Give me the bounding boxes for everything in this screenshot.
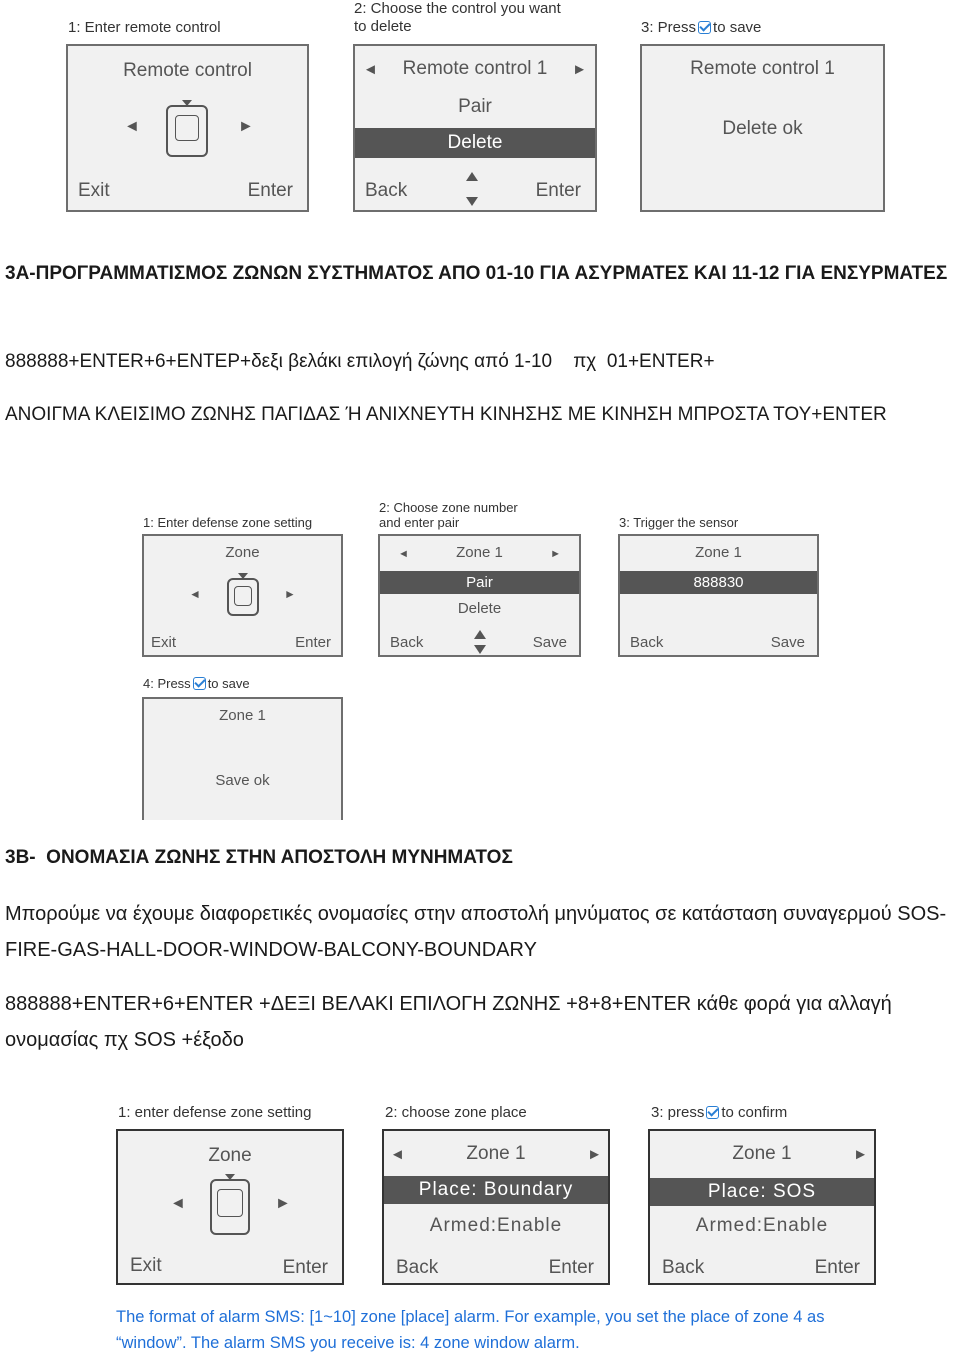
step4-caption-pre: 4: Press [143,676,191,691]
arrow-right-icon[interactable]: ► [587,1146,602,1163]
softkey-exit[interactable]: Exit [130,1255,162,1276]
screen-zone-place-boundary [382,1129,610,1285]
check-icon [193,677,206,690]
sensor-code: 888830 [620,571,817,594]
arrow-right-icon[interactable]: ► [853,1146,868,1163]
softkey-save[interactable]: Save [770,634,805,651]
place-selected[interactable]: Place: SOS [650,1178,874,1206]
section-3b-para1: Μπορούμε να έχουμε διαφορετικές ονομασίες στην αποστολή μηνύματος σε κατάσταση συναγερμού SOS-FIRE-GAS-HALL-DOOR-WINDOW-BALCONY-BOUNDARY [5,903,947,961]
section-3a-line1: 888888+ENTER+6+ENTEP+δεξι βελάκι επιλογή ζώνης από 1-10 πχ 01+ENTER+ [5,351,715,372]
step4-caption [143,676,250,691]
screen-title: Zone 1 [466,1143,526,1164]
step4-caption-post: to save [207,676,250,691]
screen-title: Zone 1 [732,1143,792,1164]
softkey-back[interactable]: Back [365,180,408,201]
status-message: Save ok [215,772,270,789]
screen-title: Zone [208,1145,252,1166]
softkey-enter[interactable]: Enter [282,1257,328,1278]
menu-item-delete[interactable]: Delete [457,600,502,617]
softkey-enter[interactable]: Enter [548,1257,594,1278]
arrow-left-icon[interactable]: ◄ [189,587,201,601]
screen-title: Remote control 1 [690,58,835,79]
arrow-left-icon[interactable]: ◄ [124,118,140,135]
screen-title: Zone 1 [695,544,742,561]
softkey-back[interactable]: Back [390,634,424,651]
remote-device-buttons-icon [175,115,199,141]
sms-format-note: The format of alarm SMS: [1~10] zone [place] alarm. For example, you set the place of zone 4 as “window”. The alarm SMS you receive is: 4 zone window alarm. [116,1308,825,1352]
arrow-right-icon[interactable]: ► [572,61,587,78]
screen-zone-save-ok [142,697,343,820]
arrow-left-icon[interactable]: ◄ [363,61,378,78]
zone-device-icon [210,1179,250,1235]
check-icon [706,1106,719,1119]
up-down-arrows-icon[interactable] [466,172,478,206]
arrow-left-icon[interactable]: ◄ [390,1146,405,1163]
arrow-right-icon[interactable]: ► [284,587,296,601]
softkey-exit[interactable]: Exit [78,180,110,201]
arrow-right-icon[interactable]: ► [275,1195,291,1212]
step3-caption: 3: Trigger the sensor [619,515,739,530]
screen-zone-trigger [618,534,819,657]
screen-title: Zone 1 [456,544,503,561]
armed-status[interactable]: Armed:Enable [695,1215,829,1236]
zone-device-screen-icon [217,1189,243,1217]
remote-device-icon [166,105,208,157]
step2-caption: 2: Choose the control you want to delete [354,0,561,35]
softkey-back[interactable]: Back [396,1257,439,1278]
place-selected[interactable]: Place: Boundary [384,1176,608,1204]
step3-caption-post: to save [713,19,762,36]
step3-caption [641,18,761,37]
step2-caption: 2: choose zone place [385,1104,527,1121]
screen-title: Remote control [123,60,252,81]
zone-device-icon [227,578,259,616]
screen-zone-place-sos [648,1129,876,1285]
menu-item-pair-selected[interactable]: Pair [380,571,579,594]
arrow-right-icon[interactable]: ► [238,118,254,135]
screen-zone-menu [116,1129,344,1285]
zone-device-buttons-icon [234,586,252,606]
screen-zone-select [378,534,581,657]
screen-title: Zone 1 [219,707,266,724]
section-3b-heading: 3Β- ΟΝΟΜΑΣΙΑ ΖΩΝΗΣ ΣΤΗΝ ΑΠΟΣΤΟΛΗ ΜΥΝΗΜΑΤΟΣ [5,847,513,868]
step2-caption: 2: Choose zone number and enter pair [379,500,518,530]
softkey-save[interactable]: Save [532,634,567,651]
softkey-exit[interactable]: Exit [151,634,177,651]
step1-caption: 1: Enter remote control [68,19,221,36]
step1-caption: 1: enter defense zone setting [118,1104,312,1121]
step3-caption-post: to confirm [721,1104,788,1121]
check-icon [698,21,711,34]
screen-remote-control-select [353,44,597,212]
screen-title: Zone [225,544,260,561]
section-3a-line2: ΑΝΟΙΓΜΑ ΚΛΕΙΣΙΜΟ ΖΩΝΗΣ ΠΑΓΙΔΑΣ Ή ΑΝΙΧΝΕΥΤΗ ΚΙΝΗΣΗΣ ΜΕ ΚΙΝΗΣΗ ΜΠΡΟΣΤΑ ΤΟΥ+ENTER [5,404,887,425]
menu-item-pair[interactable]: Pair [458,96,492,117]
step3-caption-pre: 3: Press [641,19,697,36]
up-down-arrows-icon[interactable] [474,630,486,654]
armed-status[interactable]: Armed:Enable [429,1215,563,1236]
softkey-back[interactable]: Back [662,1257,705,1278]
softkey-enter[interactable]: Enter [535,180,581,201]
softkey-enter[interactable]: Enter [247,180,293,201]
step1-caption: 1: Enter defense zone setting [143,515,313,530]
menu-item-delete-selected[interactable]: Delete [355,128,595,158]
arrow-right-icon[interactable]: ► [550,548,561,560]
status-message: Delete ok [722,118,803,139]
arrow-left-icon[interactable]: ◄ [398,548,409,560]
screen-zone-menu [142,534,343,657]
softkey-enter[interactable]: Enter [295,634,331,651]
arrow-left-icon[interactable]: ◄ [170,1195,186,1212]
softkey-back[interactable]: Back [630,634,664,651]
screen-remote-control-menu [66,44,309,212]
section-3a-heading: 3Α-ΠΡΟΓΡΑΜΜΑΤΙΣΜΟΣ ΖΩΝΩΝ ΣΥΣΤΗΜΑΤΟΣ ΑΠΟ 01-10 ΓΙΑ ΑΣΥΡΜΑΤΕΣ ΚΑΙ 11-12 ΓΙΑ ΕΝΣΥΡΜΑΤΕΣ [5,263,948,284]
screen-title: Remote control 1 [402,58,548,79]
softkey-enter[interactable]: Enter [814,1257,860,1278]
screen-delete-ok [640,44,885,212]
step3-caption [651,1103,787,1122]
section-3b-para2: 888888+ENTER+6+ENTER +ΔΕΞΙ ΒΕΛΑΚΙ ΕΠΙΛΟΓΗ ΖΩΝΗΣ +8+8+ENTER κάθε φορά για αλλαγή ονομασίας πχ SOS +έξοδο [5,993,892,1051]
step3-caption-pre: 3: press [651,1104,705,1121]
